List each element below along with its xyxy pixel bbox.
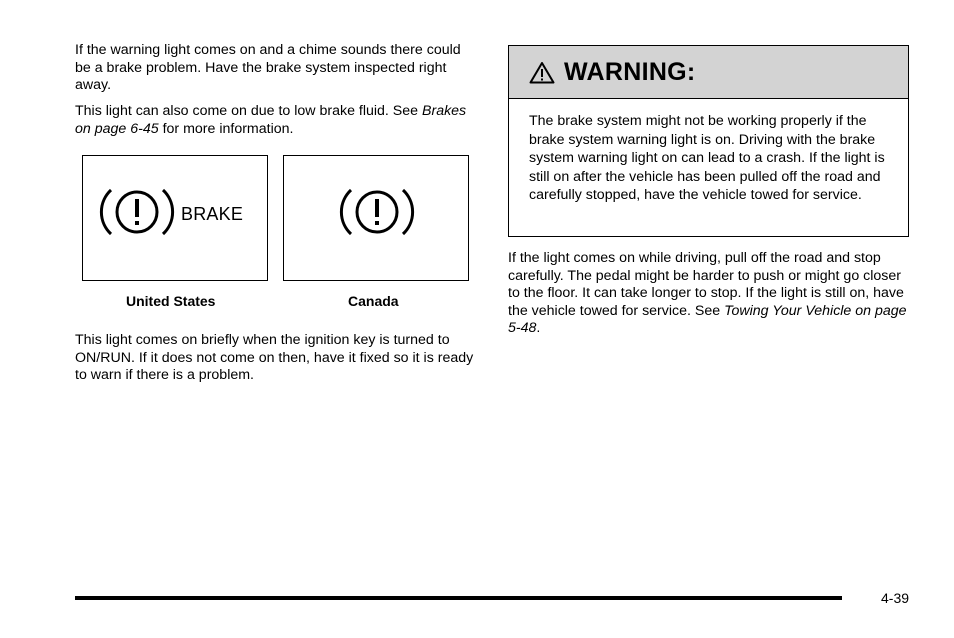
brake-fluid-paragraph — [75, 103, 480, 138]
brakes-page-reference: Brakes on page 6-45 — [75, 103, 467, 137]
brake-icon-label: BRAKE — [181, 204, 244, 224]
canada-brake-symbol-box — [283, 155, 469, 281]
driving-light-paragraph — [508, 250, 913, 338]
brake-warning-icon — [97, 182, 177, 242]
warning-box — [508, 45, 909, 237]
brake-light-intro-paragraph: If the warning light comes on and a chime sounds there could be a brake problem. Have the brake system inspected right away. — [75, 42, 461, 94]
towing-page-reference: Towing Your Vehicle on page 5-48 — [508, 302, 907, 337]
warning-body-text: The brake system might not be working properly if the brake system warning light is on. Driving with the brake system warning light on can lead to a crash. If the light is still on after the vehicle has been pulled off the road and carefully stopped, have the vehicle towed for service. — [529, 113, 885, 204]
warning-title: WARNING: — [564, 58, 696, 86]
ignition-check-paragraph: This light comes on briefly when the ignition key is turned to ON/RUN. If it does not come on then, have it fixed so it is ready to warn if there is a problem. — [75, 332, 474, 384]
brake-warning-icon — [337, 182, 417, 242]
warning-triangle-icon — [529, 61, 555, 84]
canada-caption: Canada — [348, 293, 399, 309]
brake-fluid-suffix: for more information. — [158, 120, 294, 137]
footer-rule — [75, 596, 842, 600]
page-number: 4-39 — [881, 590, 910, 606]
warning-header — [509, 46, 908, 99]
driving-light-text: If the light comes on while driving, pull off the road and stop carefully. The pedal might be harder to push or might go closer to the floor. It can take longer to stop. If the light is still on, have the vehicle towed for service. See — [508, 250, 904, 319]
us-brake-symbol-box — [82, 155, 268, 281]
us-caption: United States — [126, 293, 216, 309]
brake-fluid-text: This light can also come on due to low brake fluid. See — [75, 103, 422, 119]
driving-light-suffix: . — [536, 320, 541, 337]
